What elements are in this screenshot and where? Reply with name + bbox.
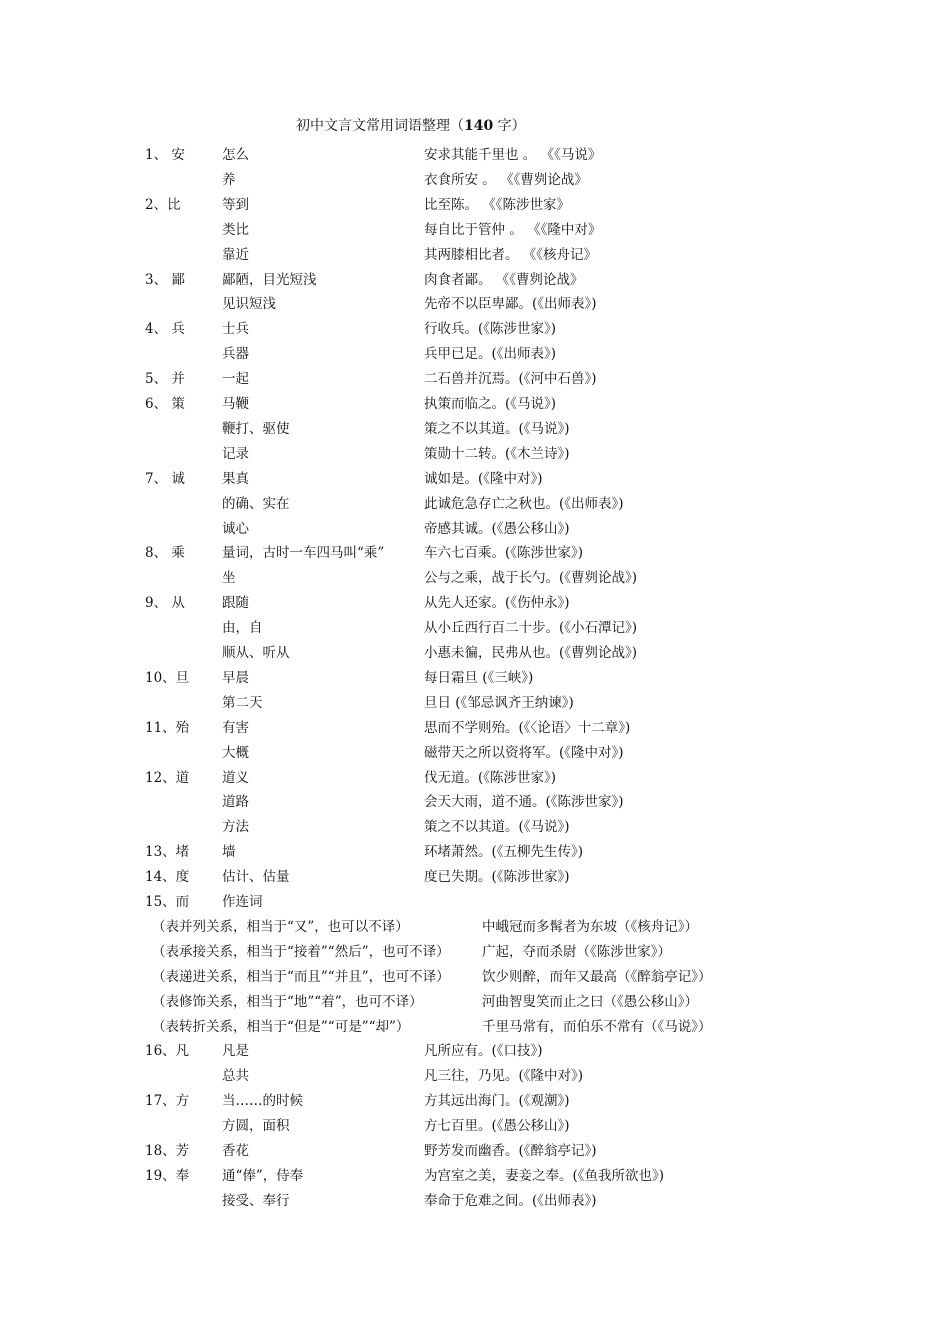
entry-example: 比至陈。 《《陈涉世家》 <box>424 196 571 213</box>
entry-meaning: 当……的时候 <box>222 1093 303 1110</box>
entry-word: 7、 诚 <box>145 470 185 487</box>
entry-meaning: 果真 <box>222 470 249 487</box>
entry-example: 凡所应有。(《口技》) <box>424 1043 543 1060</box>
entry-meaning: 由，自 <box>222 620 263 637</box>
entry-meaning: 记录 <box>222 445 249 462</box>
conjunction-row <box>0 965 950 989</box>
entry-meaning: 鞭打、驱使 <box>222 420 290 437</box>
entry-word: 1、 安 <box>145 147 185 163</box>
entry-row <box>0 168 950 192</box>
title-text: 初中文言文常用词语整理（ <box>296 118 464 134</box>
entry-example: 帝感其诚。(《愚公移山》) <box>424 520 570 537</box>
entry-example: 会天大雨，道不通。(《陈涉世家》) <box>424 794 624 811</box>
conjunction-row <box>0 915 950 939</box>
entry-word: 13、堵 <box>145 844 190 861</box>
entry-example: 行收兵。(《陈涉世家》) <box>424 321 557 338</box>
entry-example: 其两膝相比者。 《《核舟记》 <box>424 246 598 263</box>
entry-meaning: 凡是 <box>222 1043 249 1060</box>
entry-example: 先帝不以臣卑鄙。(《出师表》) <box>424 296 597 313</box>
entry-example: 策勋十二转。(《木兰诗》) <box>424 445 570 462</box>
entry-row <box>0 1089 950 1113</box>
entry-word: 3、 鄙 <box>145 271 185 288</box>
entry-meaning: 有害 <box>222 719 249 736</box>
entry-row <box>0 566 950 590</box>
entry-example: 衣食所安 。 《《曹刿论战》 <box>424 171 588 188</box>
entry-row <box>0 342 950 366</box>
entry-example: 车六七百乘。(《陈涉世家》) <box>424 545 584 562</box>
entry-row <box>0 1164 950 1188</box>
entry-meaning: 一起 <box>222 371 249 388</box>
conjunction-example: 中峨冠而多髯者为东坡（《核舟记》） <box>482 918 698 935</box>
conjunction-usage: （表转折关系，相当于“但是”“可是”“却”） <box>152 1018 410 1035</box>
entry-meaning: 大概 <box>222 744 249 761</box>
entry-row <box>0 691 950 715</box>
entry-meaning: 方圆，面积 <box>222 1118 290 1135</box>
entry-word: 15、而 <box>145 894 190 910</box>
entry-meaning: 顺从、听从 <box>222 645 290 661</box>
conjunction-usage: （表递进关系，相当于“而且”“并且”，也可不译） <box>152 968 450 985</box>
entry-row <box>0 890 950 914</box>
entry-example: 肉食者鄙。 《《曹刿论战》 <box>424 271 584 288</box>
entry-example: 环堵萧然。(《五柳先生传》) <box>424 844 584 861</box>
conjunction-usage: （表修饰关系，相当于“地”“着”，也可不译） <box>152 993 423 1010</box>
entry-meaning: 早晨 <box>222 669 249 686</box>
entry-meaning: 等到 <box>222 196 249 213</box>
entry-row <box>0 865 950 889</box>
entry-example: 二石兽并沉焉。(《河中石兽》) <box>424 371 597 388</box>
entry-row <box>0 467 950 491</box>
entry-meaning: 鄙陋，目光短浅 <box>222 271 317 288</box>
title-suffix: 字） <box>493 118 526 134</box>
entry-row <box>0 367 950 391</box>
entry-meaning: 的确、实在 <box>222 495 290 512</box>
entry-meaning: 通“俸”，侍奉 <box>222 1167 304 1184</box>
entry-word: 11、殆 <box>145 719 190 736</box>
entry-example: 从先人还家。(《伤仲永》) <box>424 595 570 612</box>
conjunction-example: 河曲智叟笑而止之曰（《愚公移山》） <box>482 993 698 1010</box>
entry-example: 执策而临之。(《马说》) <box>424 396 557 412</box>
page-title <box>296 116 526 136</box>
entry-meaning: 见识短浅 <box>222 296 276 313</box>
entry-row <box>0 641 950 665</box>
entry-meaning: 类比 <box>222 221 249 238</box>
entry-row <box>0 716 950 740</box>
entry-row <box>0 517 950 541</box>
entry-meaning: 方法 <box>222 819 249 836</box>
entry-example: 安求其能千里也 。 《《马说》 <box>424 147 602 163</box>
entry-example: 旦日 (《邹忌讽齐王纳谏》) <box>424 694 574 711</box>
entry-meaning: 士兵 <box>222 321 249 338</box>
entry-row <box>0 193 950 217</box>
conjunction-usage: （表并列关系，相当于“又”，也可以不译） <box>152 918 409 935</box>
conjunction-example: 广起，夺而杀尉（《陈涉世家》） <box>482 943 671 960</box>
entry-row <box>0 741 950 765</box>
entry-row <box>0 143 950 167</box>
entry-example: 方七百里。(《愚公移山》) <box>424 1118 570 1135</box>
entry-example: 兵甲已足。(《出师表》) <box>424 346 557 363</box>
entry-word: 10、旦 <box>145 669 190 686</box>
entry-row <box>0 1139 950 1163</box>
entry-word: 18、芳 <box>145 1143 190 1159</box>
entry-row <box>0 417 950 441</box>
entry-example: 诚如是。(《隆中对》) <box>424 470 543 487</box>
entry-word: 14、度 <box>145 869 190 886</box>
entry-row <box>0 840 950 864</box>
entry-example: 公与之乘，战于长勺。(《曹刿论战》) <box>424 570 638 587</box>
conjunction-row <box>0 990 950 1014</box>
entry-meaning: 兵器 <box>222 346 249 363</box>
entry-example: 每日霜旦 (《三峡》) <box>424 669 534 686</box>
entry-row <box>0 766 950 790</box>
entry-row <box>0 815 950 839</box>
conjunction-example: 饮少则醉，而年又最高（《醉翁亭记》） <box>482 968 712 985</box>
entry-meaning: 作连词 <box>222 894 263 910</box>
entry-example: 每自比于管仲 。 《《隆中对》 <box>424 221 602 238</box>
entry-meaning: 量词，古时一车四马叫“乘” <box>222 545 385 562</box>
conjunction-example: 千里马常有，而伯乐不常有（《马说》） <box>482 1018 712 1035</box>
entry-row <box>0 790 950 814</box>
entry-row <box>0 442 950 466</box>
entry-row <box>0 1064 950 1088</box>
title-count: 140 <box>464 118 494 134</box>
entry-example: 度已失期。(《陈涉世家》) <box>424 869 570 886</box>
entry-meaning: 估计、估量 <box>222 869 290 886</box>
entry-example: 小惠未徧，民弗从也。(《曹刿论战》) <box>424 645 638 661</box>
entry-word: 2、比 <box>145 196 181 213</box>
entry-row <box>0 492 950 516</box>
entry-meaning: 墙 <box>222 844 236 861</box>
entry-row <box>0 616 950 640</box>
entry-meaning: 养 <box>222 171 236 188</box>
entry-meaning: 道路 <box>222 794 249 811</box>
entry-example: 为宫室之美，妻妾之奉。(《鱼我所欲也》) <box>424 1167 665 1184</box>
entry-example: 策之不以其道。(《马说》) <box>424 819 570 836</box>
entry-meaning: 跟随 <box>222 595 249 612</box>
entry-meaning: 第二天 <box>222 694 263 711</box>
entry-word: 5、 并 <box>145 371 185 388</box>
entry-row <box>0 666 950 690</box>
entry-row <box>0 243 950 267</box>
entry-example: 从小丘西行百二十步。(《小石潭记》) <box>424 620 638 637</box>
entry-row <box>0 268 950 292</box>
entry-row <box>0 541 950 565</box>
entry-meaning: 道义 <box>222 769 249 786</box>
entry-row <box>0 392 950 416</box>
entry-meaning: 坐 <box>222 570 236 587</box>
entry-word: 19、奉 <box>145 1167 190 1184</box>
conjunction-row <box>0 1015 950 1039</box>
entry-meaning: 总共 <box>222 1068 249 1085</box>
entry-meaning: 接受、奉行 <box>222 1192 290 1209</box>
entry-example: 伐无道。(《陈涉世家》) <box>424 769 557 786</box>
entry-word: 16、凡 <box>145 1043 190 1060</box>
entry-row <box>0 1189 950 1213</box>
entry-example: 思而不学则殆。(《〈论语〉十二章》) <box>424 719 631 736</box>
entry-example: 凡三往，乃见。(《隆中对》) <box>424 1068 584 1085</box>
entry-meaning: 怎么 <box>222 147 249 163</box>
entry-word: 9、 从 <box>145 595 185 612</box>
entry-meaning: 香花 <box>222 1143 249 1159</box>
entry-word: 6、 策 <box>145 396 185 412</box>
entry-row <box>0 591 950 615</box>
entry-word: 8、 乘 <box>145 545 185 562</box>
entry-meaning: 诚心 <box>222 520 249 537</box>
entry-row <box>0 1114 950 1138</box>
entry-example: 奉命于危难之间。(《出师表》) <box>424 1192 597 1209</box>
entry-word: 12、道 <box>145 769 190 786</box>
entry-example: 策之不以其道。(《马说》) <box>424 420 570 437</box>
entry-meaning: 马鞭 <box>222 396 249 412</box>
entry-row <box>0 218 950 242</box>
entry-meaning: 靠近 <box>222 246 249 263</box>
entry-example: 磁带天之所以资将军。(《隆中对》) <box>424 744 624 761</box>
entry-word: 17、方 <box>145 1093 190 1110</box>
entry-word: 4、 兵 <box>145 321 185 338</box>
entry-row <box>0 317 950 341</box>
entry-example: 方其远出海门。(《观潮》) <box>424 1093 570 1110</box>
entry-example: 野芳发而幽香。(《醉翁亭记》) <box>424 1143 597 1159</box>
entry-example: 此诚危急存亡之秋也。(《出师表》) <box>424 495 624 512</box>
entry-row <box>0 292 950 316</box>
conjunction-row <box>0 940 950 964</box>
entry-row <box>0 1039 950 1063</box>
conjunction-usage: （表承接关系，相当于“接着”“然后”，也可不译） <box>152 943 450 960</box>
